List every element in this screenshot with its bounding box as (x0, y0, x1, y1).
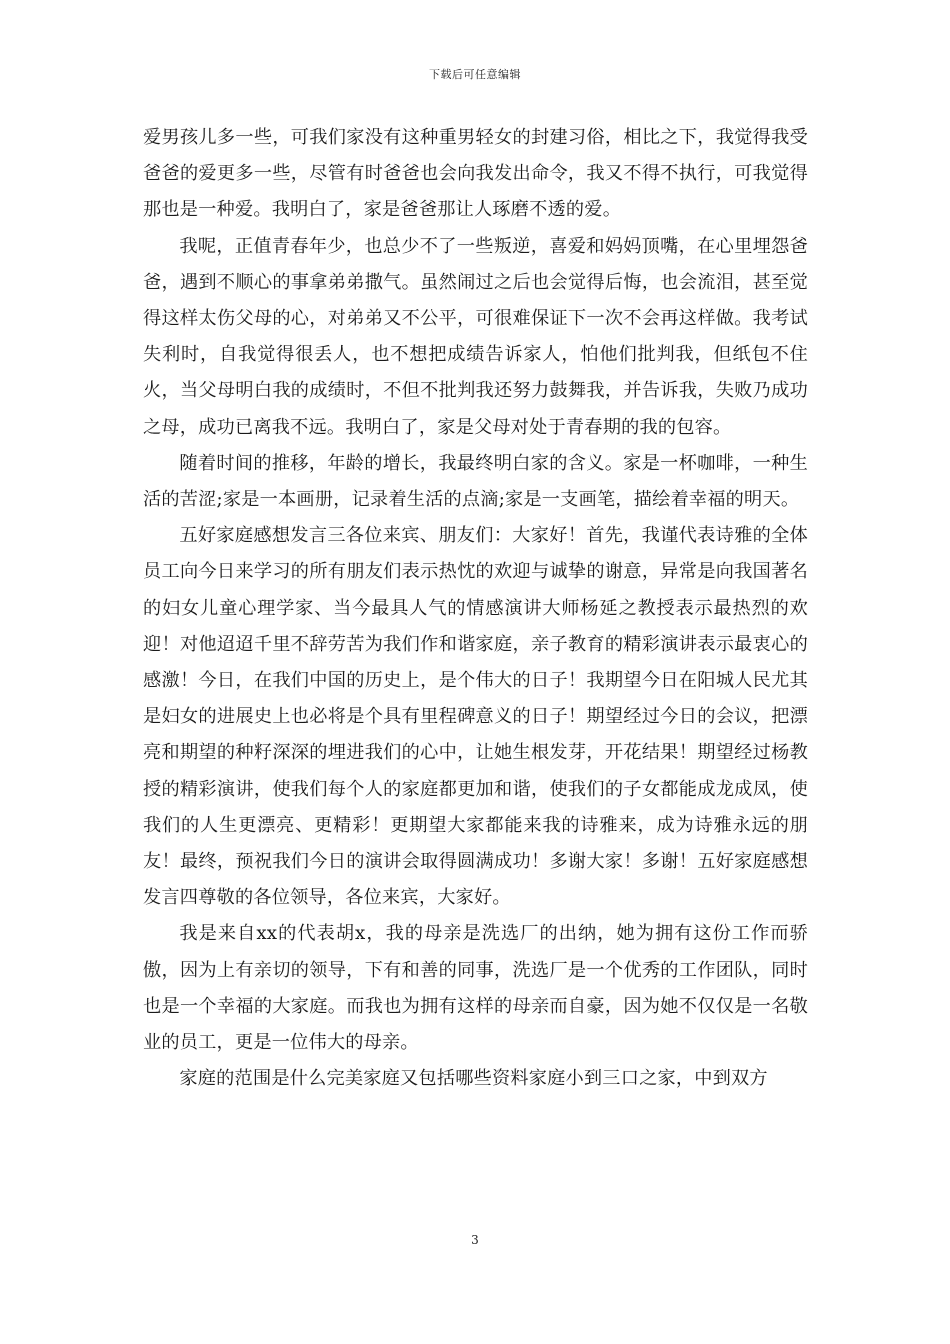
paragraph-continuation: 爱男孩儿多一些，可我们家没有这种重男轻女的封建习俗，相比之下，我觉得我受爸爸的爱更多一些，尽管有时爸爸也会向我发出命令，我又不得不执行，可我觉得那也是一种爱。我明白了，家是爸爸那让人琢磨不透的爱。 (143, 127, 808, 221)
paragraph: 家庭的范围是什么完美家庭又包括哪些资料家庭小到三口之家，中到双方 (179, 1068, 768, 1090)
paragraph: 我呢，正值青春年少，也总少不了一些叛逆，喜爱和妈妈顶嘴，在心里埋怨爸爸，遇到不顺心的事拿弟弟撒气。虽然闹过之后也会觉得后悔，也会流泪，甚至觉得这样太伤父母的心，对弟弟又不公平，可很难保证下一次不会再这样做。我考试失利时，自我觉得很丢人，也不想把成绩告诉家人，怕他们批判我，但纸包不住火，当父母明白我的成绩时，不但不批判我还努力鼓舞我，并告诉我，失败乃成功之母，成功已离我不远。我明白了，家是父母对处于青春期的我的包容。 (143, 235, 808, 438)
page-number: 3 (471, 1233, 479, 1247)
paragraph: 我是来自xx的代表胡x，我的母亲是洗选厂的出纳，她为拥有这份工作而骄傲，因为上有亲切的领导，下有和善的同事，洗选厂是一个优秀的工作团队，同时也是一个幸福的大家庭。而我也为拥有这样的母亲而自豪，因为她不仅仅是一名敬业的员工，更是一位伟大的母亲。 (143, 923, 808, 1054)
page-header-note: 下载后可任意编辑 (429, 68, 521, 81)
document-body (143, 120, 808, 1097)
paragraph: 随着时间的推移，年龄的增长，我最终明白家的含义。家是一杯咖啡，一种生活的苦涩;家是一本画册，记录着生活的点滴;家是一支画笔，描绘着幸福的明天。 (143, 452, 808, 511)
paragraph: 五好家庭感想发言三各位来宾、朋友们：大家好！首先，我谨代表诗雅的全体员工向今日来学习的所有朋友们表示热忱的欢迎与诚挚的谢意，异常是向我国著名的妇女儿童心理学家、当今最具人气的情感演讲大师杨延之教授表示最热烈的欢迎！对他迢迢千里不辞劳苦为我们作和谐家庭，亲子教育的精彩演讲表示最衷心的感激！今日，在我们中国的历史上，是个伟大的日子！我期望今日在阳城人民尤其是妇女的进展史上也必将是个具有里程碑意义的日子！期望经过今日的会议，把漂亮和期望的种籽深深的埋进我们的心中，让她生根发芽，开花结果！期望经过杨教授的精彩演讲，使我们每个人的家庭都更加和谐，使我们的子女都能成龙成凤，使我们的人生更漂亮、更精彩！更期望大家都能来我的诗雅来，成为诗雅永远的朋友！最终，预祝我们今日的演讲会取得圆满成功！多谢大家！多谢！五好家庭感想发言四尊敬的各位领导，各位来宾，大家好。 (143, 525, 808, 909)
